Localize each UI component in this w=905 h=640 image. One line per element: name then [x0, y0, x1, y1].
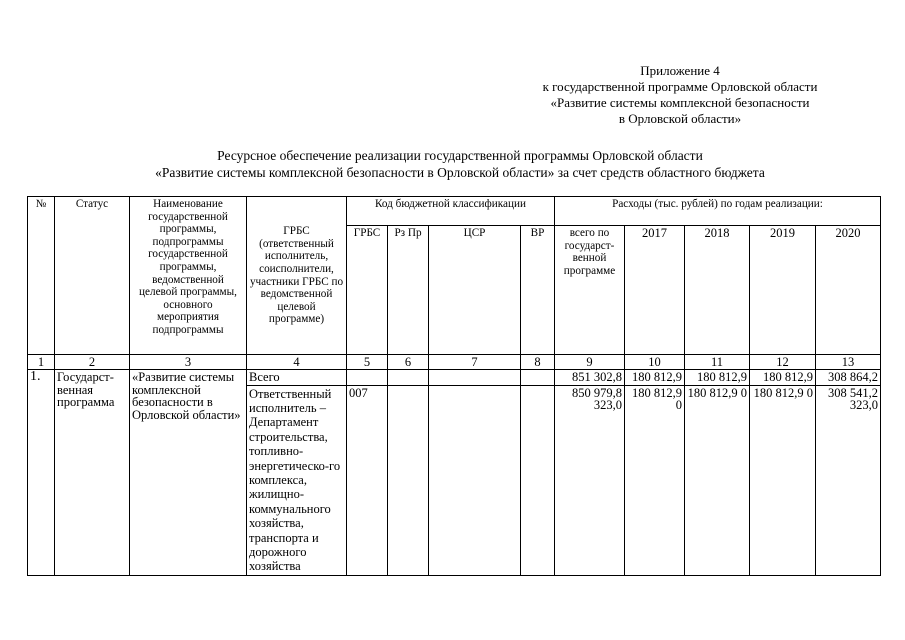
empty-cell	[388, 370, 429, 386]
row-2019-value: 180 812,9 0	[750, 385, 816, 575]
title-line-2: «Развитие системы комплексной безопасности в Орловской области» за счет средств областного бюджета	[155, 165, 765, 180]
header-sub-csr: ЦСР	[429, 226, 521, 355]
header-expenses: Расходы (тыс. рублей) по годам реализации:	[555, 197, 881, 226]
row-num: 1.	[28, 370, 55, 576]
table-row	[28, 370, 881, 386]
header-2019: 2019	[750, 226, 816, 355]
row-2018-value: 180 812,9 0	[685, 385, 750, 575]
resource-table	[27, 196, 881, 576]
header-name: Наименование государственной программы, подпрограммы государственной программы, ведомственной целевой программы, основного мероприятия подпрограммы	[130, 197, 247, 355]
row-grbs-total-label: Всего	[247, 370, 347, 386]
row-responsible-executor: Ответственный исполнитель – Департамент строительства, топливно-энергетическо-го комплекса, жилищно-коммунального хозяйства, транспорта и дорожного хозяйства	[247, 385, 347, 575]
appendix-line-1: Приложение 4	[640, 63, 720, 78]
row-status: Государст-венная программа	[55, 370, 130, 576]
row-2017-value: 180 812,9	[625, 370, 685, 386]
row-total-value: 851 302,8	[555, 370, 625, 386]
header-num: №	[28, 197, 55, 355]
row-2019-value: 180 812,9	[750, 370, 816, 386]
row-name: «Развитие системы комплексной безопасности в Орловской области»	[130, 370, 247, 576]
col-number: 8	[521, 355, 555, 370]
appendix-line-3: «Развитие системы комплексной безопасности	[550, 95, 810, 110]
row-2020-value: 308 864,2	[816, 370, 881, 386]
header-sub-rzpr: Рз Пр	[388, 226, 429, 355]
col-number: 13	[816, 355, 881, 370]
col-number: 3	[130, 355, 247, 370]
row-2020-value: 308 541,2 323,0	[816, 385, 881, 575]
col-number: 5	[347, 355, 388, 370]
col-number: 12	[750, 355, 816, 370]
empty-cell	[521, 370, 555, 386]
appendix-line-2: к государственной программе Орловской области	[542, 79, 818, 94]
col-number: 1	[28, 355, 55, 370]
col-number: 6	[388, 355, 429, 370]
title-line-1: Ресурсное обеспечение реализации государственной программы Орловской области	[217, 148, 703, 163]
col-number: 4	[247, 355, 347, 370]
header-total: всего по государст-венной программе	[555, 226, 625, 355]
col-number: 10	[625, 355, 685, 370]
header-row-1	[28, 197, 881, 226]
col-number: 11	[685, 355, 750, 370]
empty-cell	[347, 370, 388, 386]
header-2018: 2018	[685, 226, 750, 355]
empty-cell	[429, 385, 521, 575]
empty-cell	[429, 370, 521, 386]
empty-cell	[521, 385, 555, 575]
header-sub-grbs: ГРБС	[347, 226, 388, 355]
appendix-header	[520, 63, 840, 127]
row-grbs-code: 007	[347, 385, 388, 575]
col-number: 9	[555, 355, 625, 370]
col-number: 2	[55, 355, 130, 370]
empty-cell	[388, 385, 429, 575]
row-2018-value: 180 812,9	[685, 370, 750, 386]
header-status: Статус	[55, 197, 130, 355]
appendix-line-4: в Орловской области»	[618, 111, 742, 126]
header-grbs: ГРБС (ответственный исполнитель, соисполнители, участники ГРБС по ведомственной целевой программе)	[247, 197, 347, 355]
document-title	[90, 147, 830, 181]
header-sub-vr: ВР	[521, 226, 555, 355]
col-number: 7	[429, 355, 521, 370]
row-total-value: 850 979,8 323,0	[555, 385, 625, 575]
row-2017-value: 180 812,9 0	[625, 385, 685, 575]
header-kbk: Код бюджетной классификации	[347, 197, 555, 226]
header-2020: 2020	[816, 226, 881, 355]
header-2017: 2017	[625, 226, 685, 355]
column-number-row	[28, 355, 881, 370]
